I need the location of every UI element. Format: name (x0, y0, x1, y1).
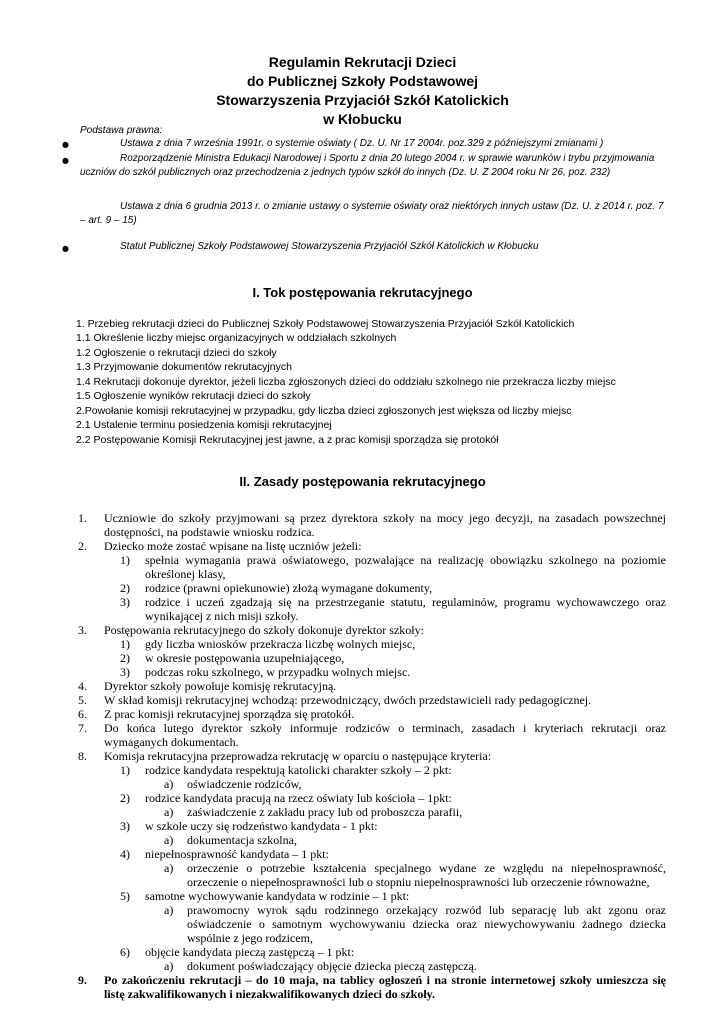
rule-sub-text: rodzice (prawni opiekunowie) złożą wymagane dokumenty, (145, 581, 433, 595)
rule-sub-text: podczas roku szkolnego, w przypadku wolnych miejsc. (145, 665, 411, 679)
criterion-doc: dokumentacja szkolna, (187, 833, 297, 847)
rule-text: Do końca lutego dyrektor szkoły informuje rodziców o terminach, zasadach i kryteriach rekrutacji oraz wymaganych dokumentach. (104, 721, 666, 749)
rule-number: 8. (78, 749, 87, 763)
section-1-heading: I. Tok postępowania rekrutacyjnego (252, 285, 473, 300)
rule-text: Komisja rekrutacyjna przeprowadza rekrutację w oparciu o następujące kryteria: (104, 749, 492, 763)
rule-text: Dziecko może zostać wpisane na listę uczniów jeżeli: (104, 539, 362, 553)
document-title-line-2: do Publicznej Szkoły Podstawowej (246, 73, 479, 89)
legal-basis-item: Ustawa z dnia 6 grudnia 2013 r. o zmianie ustawy o systemie oświaty oraz niektórych innych ustaw (Dz. U. z 2014 r. poz. 7 – art. 9 – 15) (80, 201, 664, 226)
procedure-step: 1.3 Przyjmowanie dokumentów rekrutacyjnych (76, 361, 292, 373)
bullet-icon: ● (62, 244, 69, 253)
rule-text: Postępowania rekrutacyjnego do szkoły dokonuje dyrektor szkoły: (104, 623, 424, 637)
bullet-icon: ● (62, 156, 69, 165)
criterion-doc-letter: a) (164, 777, 174, 791)
criterion-text: samotne wychowywanie kandydata w rodzinie – 1 pkt: (145, 889, 410, 903)
procedure-step: 1.5 Ogłoszenie wyników rekrutacji dzieci do szkoły (76, 390, 311, 402)
rule-number: 9. (78, 973, 87, 987)
criterion-doc: oświadczenie rodziców, (187, 777, 302, 791)
document-title-line-4: w Kłobucku (323, 111, 402, 127)
rule-number: 2. (78, 539, 87, 553)
legal-basis-item: Ustawa z dnia 7 września 1991r. o systemie oświaty ( Dz. U. Nr 17 2004r. poz.329 z późniejszymi zmianami ) (120, 138, 604, 149)
criterion-text: niepełnosprawność kandydata – 1 pkt: (145, 847, 329, 861)
rule-number: 4. (78, 679, 87, 693)
criterion-doc-letter: a) (164, 861, 174, 875)
rule-number: 5. (78, 693, 87, 707)
procedure-step: 2.Powołanie komisji rekrutacyjnej w przypadku, gdy liczba dzieci zgłoszonych jest większa od liczby miejsc (76, 405, 572, 417)
procedure-step: 1.4 Rekrutacji dokonuje dyrektor, jeżeli liczba zgłoszonych dzieci do oddziału szkolnego nie przekracza liczby miejsc (76, 376, 616, 388)
results-announcement: Po zakończeniu rekrutacji – do 10 maja, na tablicy ogłoszeń i na stronie internetowej szkoły umieszcza się listę zakwalifikowanych i niezakwalifikowanych dzieci do szkoły. (104, 973, 666, 1001)
procedure-step: 1. Przebieg rekrutacji dzieci do Publicznej Szkoły Podstawowej Stowarzyszenia Przyjaciół Szkół Katolickich (76, 318, 575, 330)
rule-sub-number: 1) (120, 553, 130, 567)
criterion-text: rodzice kandydata respektują katolicki charakter szkoły – 2 pkt: (145, 763, 452, 777)
rule-sub-number: 3) (120, 595, 130, 609)
criterion-doc: prawomocny wyrok sądu rodzinnego orzekający rozwód lub separację lub akt zgonu oraz oświadczenie o samotnym wychowywaniu dziecka oraz niewychowywaniu żadnego dziecka wspólnie z jego rodzicem, (187, 903, 666, 945)
procedure-step: 2.2 Postępowanie Komisji Rekrutacyjnej jest jawne, a z prac komisji sporządza się protokół (76, 434, 499, 446)
rule-text: Z prac komisji rekrutacyjnej sporządza się protokół. (104, 707, 355, 721)
criterion-number: 4) (120, 847, 130, 861)
rule-sub-number: 2) (120, 581, 130, 595)
rule-sub-number: 2) (120, 651, 130, 665)
criterion-text: objęcie kandydata pieczą zastępczą – 1 pkt: (145, 945, 355, 959)
bullet-icon: ● (62, 140, 69, 149)
criterion-number: 1) (120, 763, 130, 777)
procedure-step: 1.1 Określenie liczby miejsc organizacyjnych w oddziałach szkolnych (76, 332, 397, 344)
criterion-text: rodzice kandydata pracują na rzecz oświaty lub kościoła – 1pkt: (145, 791, 452, 805)
legal-basis-item: Statut Publicznej Szkoły Podstawowej Stowarzyszenia Przyjaciół Szkół Katolickich w Kłobucku (120, 241, 539, 252)
document-title-line-3: Stowarzyszenia Przyjaciół Szkół Katolickich (216, 92, 509, 108)
criterion-doc-letter: a) (164, 959, 174, 973)
rule-sub-text: rodzice i uczeń zgadzają się na przestrzeganie statutu, regulaminów, programu wychowawczego oraz wynikającej z nich misji szkoły. (145, 595, 666, 623)
rule-sub-text: spełnia wymagania prawa oświatowego, pozwalające na realizację obowiązku szkolnego na poziomie określonej klasy, (145, 553, 666, 581)
criterion-number: 3) (120, 819, 130, 833)
rule-text: W skład komisji rekrutacyjnej wchodzą: przewodniczący, dwóch przedstawicieli rady pedagogicznej. (104, 693, 592, 707)
criterion-doc-letter: a) (164, 903, 174, 917)
criterion-doc: dokument poświadczający objęcie dziecka pieczą zastępczą. (187, 959, 477, 973)
rule-number: 1. (78, 511, 87, 525)
rule-sub-text: w okresie postępowania uzupełniającego, (145, 651, 345, 665)
criterion-doc: zaświadczenie z zakładu pracy lub od proboszcza parafii, (187, 805, 463, 819)
criterion-doc: orzeczenie o potrzebie kształcenia specjalnego wydane ze względu na niepełnosprawność, orzeczenie o niepełnosprawności lub o stopniu niepełnosprawności lub orzeczenie równoważne, (187, 861, 666, 889)
criterion-number: 6) (120, 945, 130, 959)
legal-basis-item: Rozporządzenie Ministra Edukacji Narodowej i Sportu z dnia 20 lutego 2004 r. w sprawie warunków i trybu przyjmowania uczniów do szkół publicznych oraz przechodzenia z jednych typów szkół do innych (Dz. U. Z 2004 roku Nr 26, poz. 232) (80, 153, 655, 178)
rule-number: 7. (78, 721, 87, 735)
rule-text: Dyrektor szkoły powołuje komisję rekrutacyjną. (104, 679, 337, 693)
rule-sub-number: 1) (120, 637, 130, 651)
section-2-heading: II. Zasady postępowania rekrutacyjnego (239, 474, 486, 489)
criterion-number: 2) (120, 791, 130, 805)
criterion-doc-letter: a) (164, 833, 174, 847)
rule-sub-text: gdy liczba wniosków przekracza liczbę wolnych miejsc, (145, 637, 416, 651)
procedure-step: 1.2 Ogłoszenie o rekrutacji dzieci do szkoły (76, 347, 277, 359)
criterion-doc-letter: a) (164, 805, 174, 819)
procedure-step: 2.1 Ustalenie terminu posiedzenia komisji rekrutacyjnej (76, 419, 332, 431)
rule-sub-number: 3) (120, 665, 130, 679)
document-title-line-1: Regulamin Rekrutacji Dzieci (268, 54, 457, 70)
rule-text: Uczniowie do szkoły przyjmowani są przez dyrektora szkoły na mocy jego decyzji, na zasadach powszechnej dostępności, na podstawie wniosku rodzica. (104, 511, 666, 539)
rule-number: 3. (78, 623, 87, 637)
rule-number: 6. (78, 707, 87, 721)
criterion-number: 5) (120, 889, 130, 903)
legal-basis-heading: Podstawa prawna: (80, 125, 163, 136)
criterion-text: w szkole uczy się rodzeństwo kandydata - 1 pkt: (145, 819, 378, 833)
